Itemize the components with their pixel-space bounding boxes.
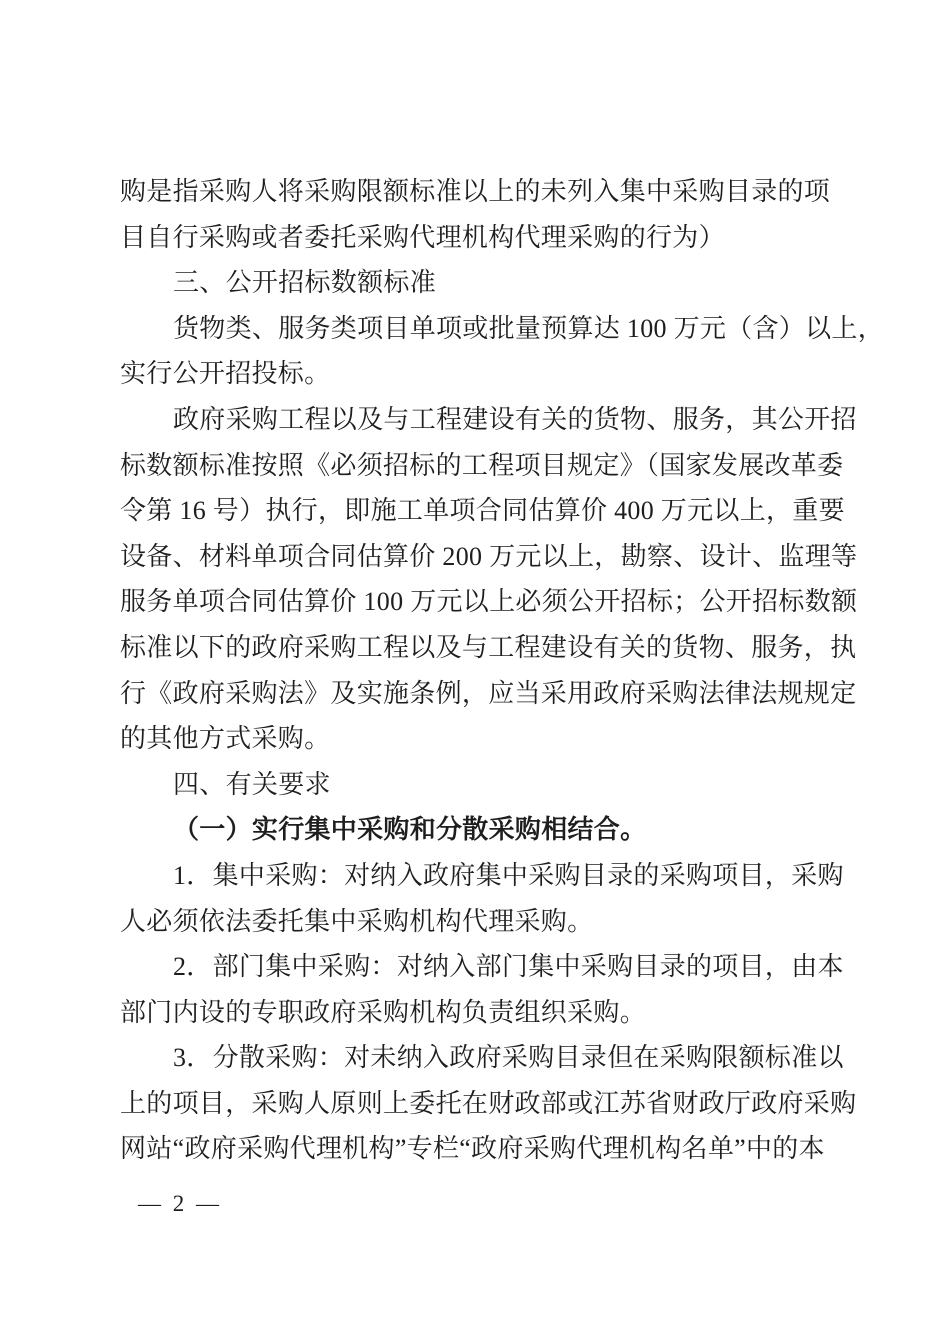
text-line: 三、公开招标数额标准 bbox=[173, 268, 437, 298]
document-body bbox=[120, 169, 885, 1172]
text-line: （一）实行集中采购和分散采购相结合。 bbox=[173, 815, 647, 845]
text-line: 实行公开招投标。 bbox=[120, 359, 331, 389]
text-line: 部门内设的专职政府采购机构负责组织采购。 bbox=[120, 997, 647, 1027]
text-line: 网站“政府采购代理机构”专栏“政府采购代理机构名单”中的本 bbox=[120, 1134, 825, 1164]
text-line: 人必须依法委托集中采购机构代理采购。 bbox=[120, 906, 594, 936]
text-line: 目自行采购或者委托采购代理机构代理采购的行为） bbox=[120, 222, 725, 252]
text-line: 令第 16 号）执行，即施工单项合同估算价 400 万元以上，重要 bbox=[120, 496, 845, 526]
text-line: 标准以下的政府采购工程以及与工程建设有关的货物、服务，执 bbox=[120, 632, 857, 662]
page-number: — 2 — bbox=[138, 1191, 222, 1216]
text-line: 1．集中采购：对纳入政府集中采购目录的采购项目，采购 bbox=[173, 860, 844, 890]
text-line: 四、有关要求 bbox=[173, 769, 331, 799]
text-line: 2．部门集中采购：对纳入部门集中采购目录的项目，由本 bbox=[173, 952, 844, 982]
text-line: 上的项目，采购人原则上委托在财政部或江苏省财政厅政府采购 bbox=[120, 1088, 857, 1118]
text-line: 服务单项合同估算价 100 万元以上必须公开招标；公开招标数额 bbox=[120, 587, 858, 617]
text-line: 标数额标准按照《必须招标的工程项目规定》（国家发展改革委 bbox=[120, 450, 844, 480]
text-line: 的其他方式采购。 bbox=[120, 724, 331, 754]
text-line: 货物类、服务类项目单项或批量预算达 100 万元（含）以上， bbox=[173, 313, 885, 343]
text-line: 3．分散采购：对未纳入政府采购目录但在采购限额标准以 bbox=[173, 1043, 844, 1073]
text-line: 设备、材料单项合同估算价 200 万元以上，勘察、设计、监理等 bbox=[120, 541, 858, 571]
text-line: 购是指采购人将采购限额标准以上的未列入集中采购目录的项 bbox=[120, 177, 831, 206]
text-line: 政府采购工程以及与工程建设有关的货物、服务，其公开招 bbox=[173, 404, 857, 434]
text-line: 行《政府采购法》及实施条例，应当采用政府采购法律法规规定 bbox=[120, 678, 857, 708]
